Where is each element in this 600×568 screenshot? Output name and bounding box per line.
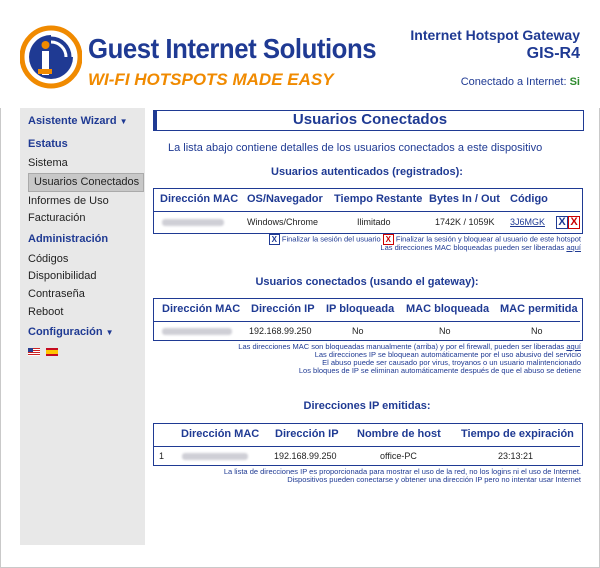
ips-note-2: Dispositivos pueden conectarse y obtener una dirección IP pero no intentar usar Internet: [287, 475, 581, 484]
auth-os: Windows/Chrome: [247, 217, 319, 227]
header: [0, 0, 600, 108]
ips-section-title: Direcciones IP emitidas:: [303, 400, 431, 412]
brand-tagline: WI-FI HOTSPOTS MADE EASY: [88, 70, 334, 89]
ips-ip: 192.168.99.250: [274, 451, 337, 461]
gateway-table: [153, 298, 583, 341]
col-header: MAC permitida: [500, 303, 578, 315]
page-title-bar: [153, 110, 584, 131]
gateway-section-title: Usuarios conectados (usando el gateway):: [255, 276, 479, 288]
sidebar-item-sistema[interactable]: Sistema: [28, 157, 68, 169]
col-header: Dirección IP: [251, 303, 315, 315]
sidebar-item-facturacion[interactable]: Facturación: [28, 212, 86, 224]
col-header: Dirección MAC: [160, 193, 239, 205]
sidebar-item-codigos[interactable]: Códigos: [28, 253, 69, 265]
page-title: Usuarios Conectados: [292, 111, 448, 128]
sidebar-item-usuarios-conectados[interactable]: Usuarios Conectados: [34, 176, 140, 188]
auth-bytes: 1742K / 1059K: [435, 217, 495, 227]
col-header: OS/Navegador: [247, 193, 323, 205]
logout-block-user-button[interactable]: X: [568, 216, 580, 229]
sidebar-head-admin[interactable]: Administración: [28, 233, 109, 245]
es-flag-icon[interactable]: [46, 348, 58, 356]
gw-mac-blocked: No: [439, 326, 451, 336]
block-legend-icon: X: [383, 234, 394, 245]
col-header: Tiempo de expiración: [461, 428, 574, 440]
auth-section-title: Usuarios autenticados (registrados):: [271, 166, 463, 178]
product-title: Internet Hotspot Gateway: [410, 27, 580, 43]
sidebar-head-status[interactable]: Estatus: [28, 138, 68, 150]
us-flag-icon[interactable]: [28, 348, 40, 356]
page-description: La lista abajo contiene detalles de los usuarios conectados a este dispositivo: [168, 142, 543, 154]
chevron-down-icon: ▼: [119, 117, 128, 126]
gw-note-1: Las direcciones MAC son bloqueadas manualmente (arriba) y por el firewall, pueden ser liberadas aquí: [238, 342, 581, 351]
ips-note-1: La lista de direcciones IP es proporcionada para mostrar el uso de la red, no los logins ni el uso de Internet.: [223, 467, 581, 476]
guest-internet-logo-icon: [20, 25, 82, 89]
sidebar-wizard[interactable]: Asistente Wizard ▼: [28, 115, 128, 127]
redacted-mac: [182, 453, 248, 460]
col-header: Bytes In / Out: [429, 193, 500, 205]
col-header: Dirección MAC: [181, 428, 260, 440]
product-model: GIS-R4: [526, 45, 580, 62]
col-header: Dirección MAC: [162, 303, 241, 315]
gw-note-4: Los bloques de IP se eliminan automáticamente después de que el abuso se detiene: [298, 366, 581, 375]
col-header: Dirección IP: [275, 428, 339, 440]
logout-user-button[interactable]: X: [556, 216, 568, 229]
logout-legend-icon: X: [269, 234, 280, 245]
auth-note-2: Las direcciones MAC bloqueadas pueden ser liberadas aquí: [380, 243, 581, 252]
auth-code-link[interactable]: 3J6MGK: [510, 217, 546, 227]
sidebar: [20, 108, 145, 545]
col-header: Código: [510, 193, 548, 205]
redacted-mac: [162, 328, 232, 335]
release-mac-link[interactable]: aquí: [566, 243, 581, 252]
sidebar-item-disponibilidad[interactable]: Disponibilidad: [28, 270, 97, 282]
release-mac-link[interactable]: aquí: [566, 342, 581, 351]
internet-status-label: Conectado a Internet:: [460, 76, 567, 88]
gw-ip-blocked: No: [352, 326, 364, 336]
ips-expires: 23:13:21: [498, 451, 534, 461]
ips-table: [153, 423, 583, 466]
col-header: MAC bloqueada: [406, 303, 490, 315]
chevron-down-icon: ▼: [105, 328, 114, 337]
auth-time: Ilimitado: [357, 217, 391, 227]
redacted-mac: [162, 219, 224, 226]
sidebar-item-informes[interactable]: Informes de Uso: [28, 195, 109, 207]
gw-mac-allowed: No: [531, 326, 543, 336]
gw-note-3: El abuso puede ser causado por virus, troyanos o un usuario malintencionado: [322, 358, 581, 367]
col-header: Nombre de host: [357, 428, 441, 440]
gw-ip: 192.168.99.250: [249, 326, 312, 336]
auth-table: [153, 188, 583, 234]
col-header: Tiempo Restante: [334, 193, 423, 205]
sidebar-config[interactable]: Configuración ▼: [28, 326, 114, 338]
ips-host: office-PC: [380, 451, 417, 461]
internet-status: [461, 76, 580, 88]
auth-note-1: X Finalizar la sesión del usuario X Finalizar la sesión y bloquear al usuario de este hotspot: [269, 234, 581, 245]
col-header: IP bloqueada: [326, 303, 395, 315]
sidebar-item-contrasena[interactable]: Contraseña: [28, 288, 85, 300]
ips-index: 1: [159, 451, 165, 461]
internet-status-value: Si: [569, 76, 580, 88]
gw-note-2: Las direcciones IP se bloquean automáticamente por el uso abusivo del servicio: [314, 350, 581, 359]
brand-name: Guest Internet Solutions: [88, 33, 377, 64]
sidebar-item-reboot[interactable]: Reboot: [28, 306, 64, 318]
